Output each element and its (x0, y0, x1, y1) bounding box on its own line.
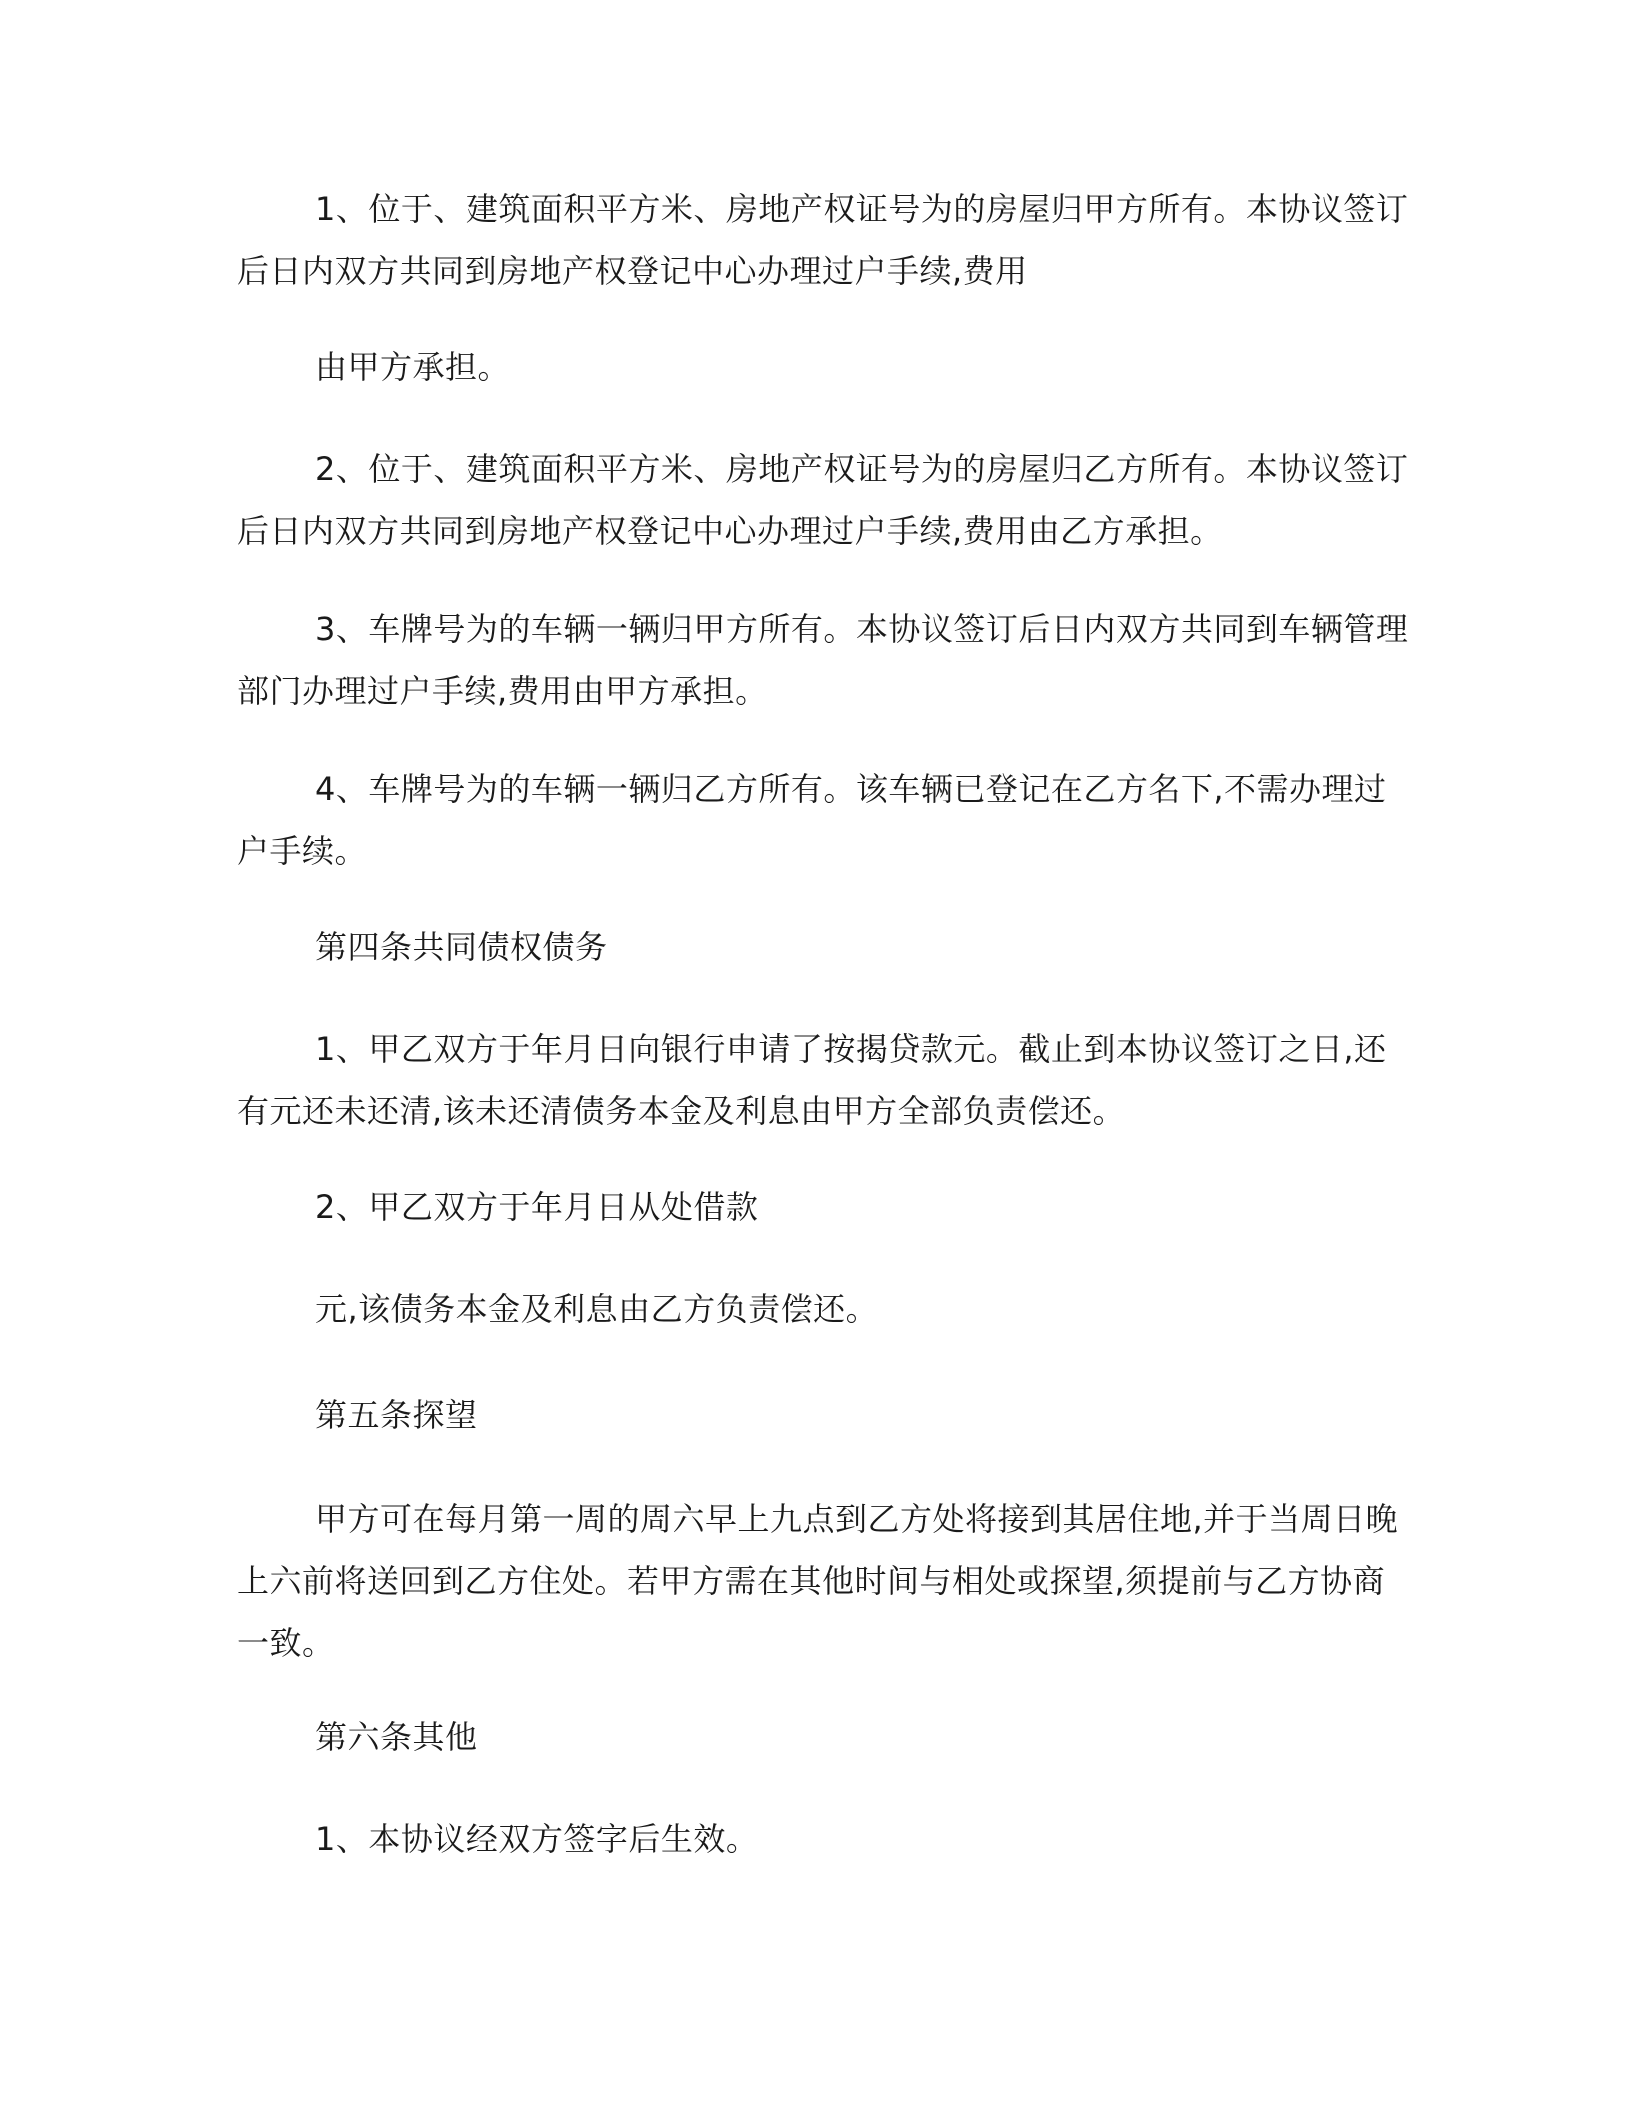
text-line: 后日内双方共同到房地产权登记中心办理过户手续,费用 (237, 252, 1028, 290)
paragraph-visitation (237, 1488, 1397, 1674)
text-line: 元,该债务本金及利息由乙方负责偿还。 (315, 1290, 879, 1328)
heading-article-6 (237, 1706, 1397, 1768)
text-line: 2、位于、建筑面积平方米、房地产权证号为的房屋归乙方所有。本协议签订 (315, 450, 1409, 488)
text-line: 2、甲乙双方于年月日从处借款 (315, 1188, 759, 1226)
text-line: 3、车牌号为的车辆一辆归甲方所有。本协议签订后日内双方共同到车辆管理 (315, 610, 1409, 648)
paragraph-debt-2 (237, 1176, 1397, 1238)
heading-article-5 (237, 1384, 1397, 1446)
paragraph-house-2 (237, 438, 1409, 562)
paragraph-vehicle-1 (237, 598, 1409, 722)
text-line: 第五条探望 (315, 1396, 478, 1434)
paragraph-house-1 (237, 178, 1409, 302)
heading-article-4 (237, 916, 1397, 978)
text-line: 由甲方承担。 (315, 348, 511, 386)
text-line: 一致。 (237, 1624, 335, 1662)
text-line: 1、位于、建筑面积平方米、房地产权证号为的房屋归甲方所有。本协议签订 (315, 190, 1409, 228)
paragraph-other-1 (237, 1808, 1397, 1870)
paragraph-vehicle-2 (237, 758, 1397, 882)
paragraph-debt-2-cont (237, 1278, 1397, 1340)
text-line: 上六前将送回到乙方住处。若甲方需在其他时间与相处或探望,须提前与乙方协商 (237, 1562, 1386, 1600)
text-line: 后日内双方共同到房地产权登记中心办理过户手续,费用由乙方承担。 (237, 512, 1223, 550)
text-line: 4、车牌号为的车辆一辆归乙方所有。该车辆已登记在乙方名下,不需办理过 (315, 770, 1387, 808)
text-line: 甲方可在每月第一周的周六早上九点到乙方处将接到其居住地,并于当周日晚 (315, 1500, 1399, 1538)
text-line: 第六条其他 (315, 1718, 478, 1756)
paragraph-debt-1 (237, 1018, 1397, 1142)
text-line: 有元还未还清,该未还清债务本金及利息由甲方全部负责偿还。 (237, 1092, 1126, 1130)
text-line: 1、甲乙双方于年月日向银行申请了按揭贷款元。截止到本协议签订之日,还 (315, 1030, 1387, 1068)
text-line: 户手续。 (237, 832, 368, 870)
text-line: 第四条共同债权债务 (315, 928, 608, 966)
paragraph-house-1-cont (237, 336, 1397, 398)
text-line: 1、本协议经双方签字后生效。 (315, 1820, 759, 1858)
text-line: 部门办理过户手续,费用由甲方承担。 (237, 672, 768, 710)
